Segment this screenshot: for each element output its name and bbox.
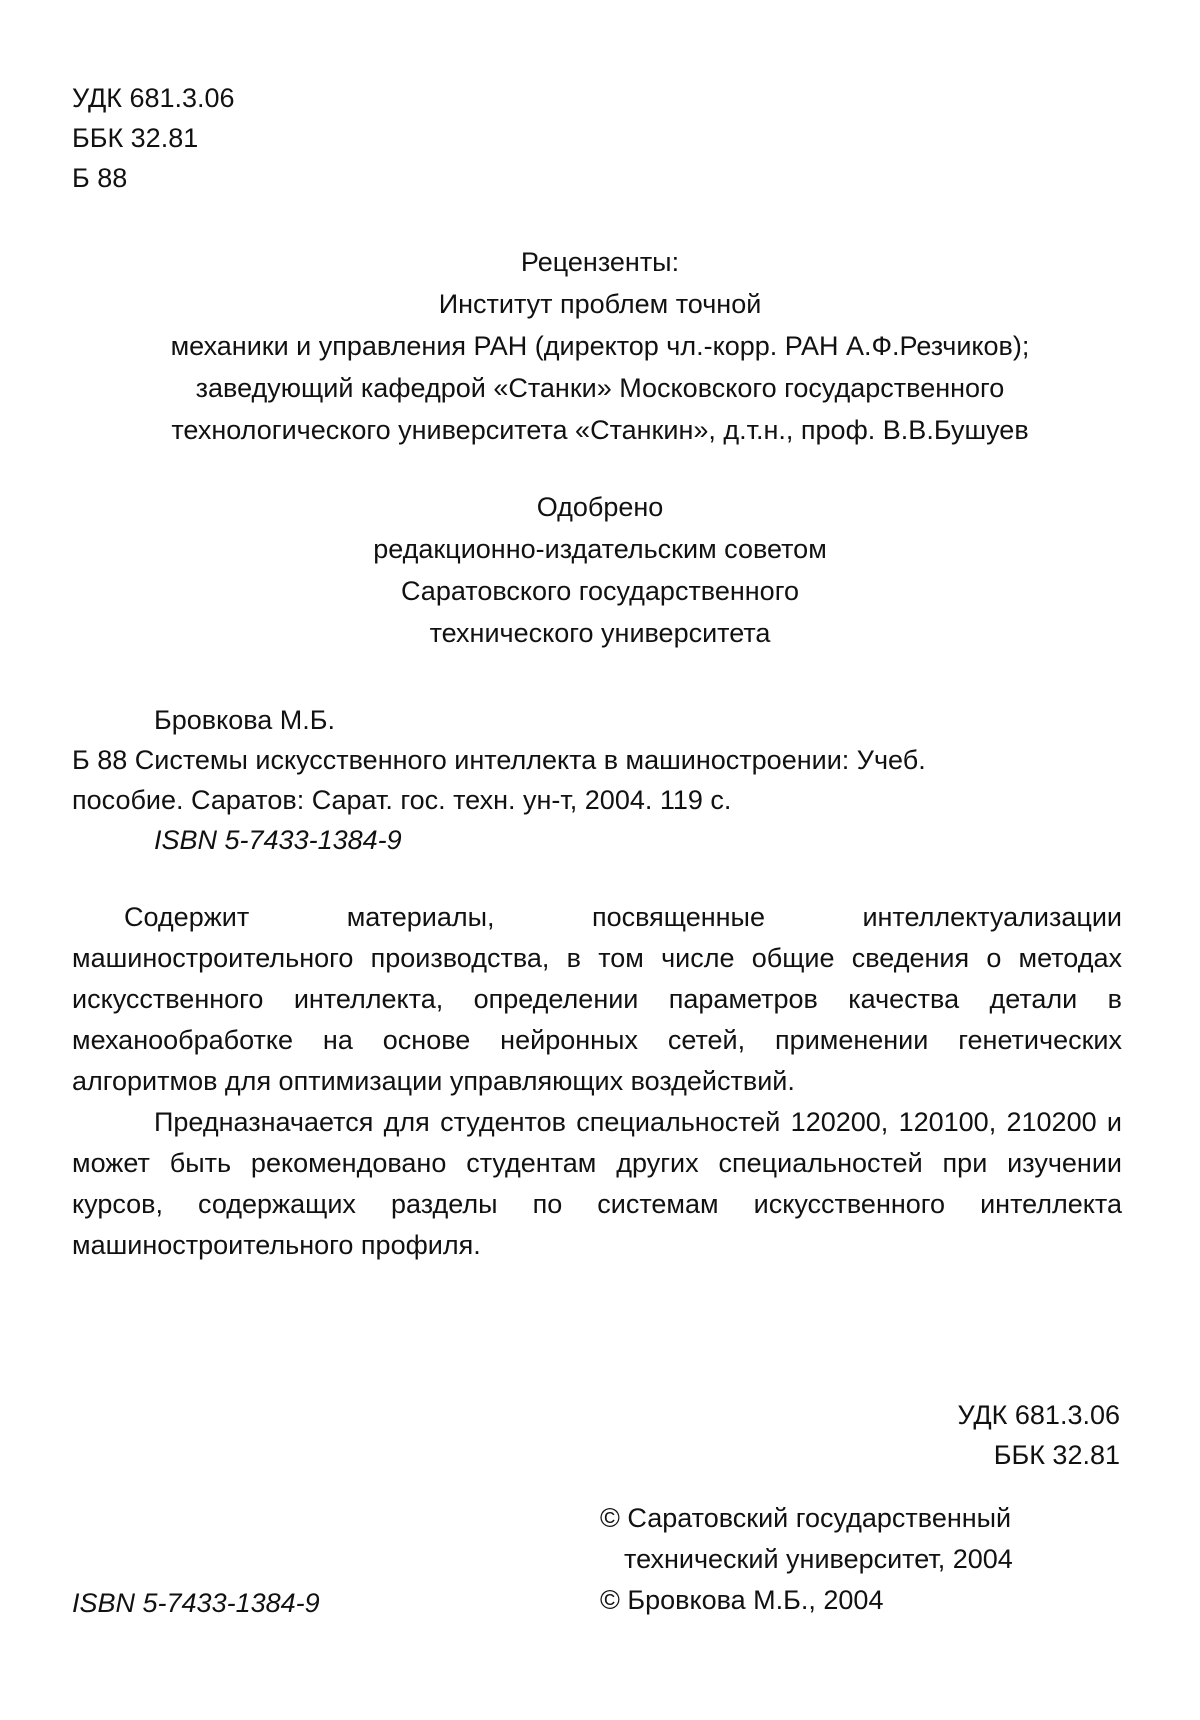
approval-line: редакционно-издательским советом <box>373 534 827 564</box>
classification-codes-top <box>72 78 235 198</box>
book-title-line: Б 88 Системы искусственного интеллекта в машиностроении: Учеб. <box>72 745 926 775</box>
reviewers-line: Институт проблем точной <box>438 289 762 319</box>
book-isbn: ISBN 5-7433-1384-9 <box>154 825 402 855</box>
copyright-author: © Бровкова М.Б., 2004 <box>600 1585 884 1615</box>
udk-code: УДК 681.3.06 <box>957 1400 1120 1430</box>
reviewers-line: заведующий кафедрой «Станки» Московского государственного <box>195 373 1005 403</box>
annotation-paragraph: Предназначается для студентов специальностей 120200, 120100, 210200 и может быть рекомендовано студентам других специальностей при изучении курсов, содержащих разделы по системам искусственного интеллекта машиностроительного профиля. <box>72 1107 1122 1260</box>
udk-code: УДК 681.3.06 <box>72 83 235 113</box>
book-author: Бровкова М.Б. <box>154 705 335 735</box>
reviewers-line: технологического университета «Станкин», д.т.н., проф. В.В.Бушуев <box>171 415 1029 445</box>
approval-line: технического университета <box>429 618 771 648</box>
copyright-block <box>600 1498 1120 1621</box>
reviewers-line: механики и управления РАН (директор чл.-корр. РАН А.Ф.Резчиков); <box>170 331 1030 361</box>
reviewers-block <box>60 241 1140 451</box>
bbk-code: ББК 32.81 <box>993 1440 1120 1470</box>
isbn-footer: ISBN 5-7433-1384-9 <box>72 1588 320 1618</box>
bbk-code: ББК 32.81 <box>72 123 199 153</box>
book-imprint-line: пособие. Саратов: Сарат. гос. техн. ун-т, 2004. 119 с. <box>72 785 732 815</box>
approval-block <box>60 486 1140 654</box>
annotation-paragraph: Содержит материалы, посвященные интеллектуализации машиностроительного производства, в том числе общие сведения о методах искусственного интеллекта, определении параметров качества детали в механообработке на основе нейронных сетей, применении генетических алгоритмов для оптимизации управляющих воздействий. <box>72 902 1122 1096</box>
bibliographic-record <box>72 700 1122 860</box>
classification-codes-bottom <box>957 1395 1120 1475</box>
reviewers-heading: Рецензенты: <box>520 247 680 277</box>
copyright-publisher-continued: технический университет, 2004 <box>624 1544 1013 1574</box>
annotation <box>72 897 1122 1266</box>
approval-heading: Одобрено <box>536 492 664 522</box>
copyright-publisher: © Саратовский государственный <box>600 1503 1012 1533</box>
approval-line: Саратовского государственного <box>401 576 799 606</box>
author-mark: Б 88 <box>72 163 128 193</box>
